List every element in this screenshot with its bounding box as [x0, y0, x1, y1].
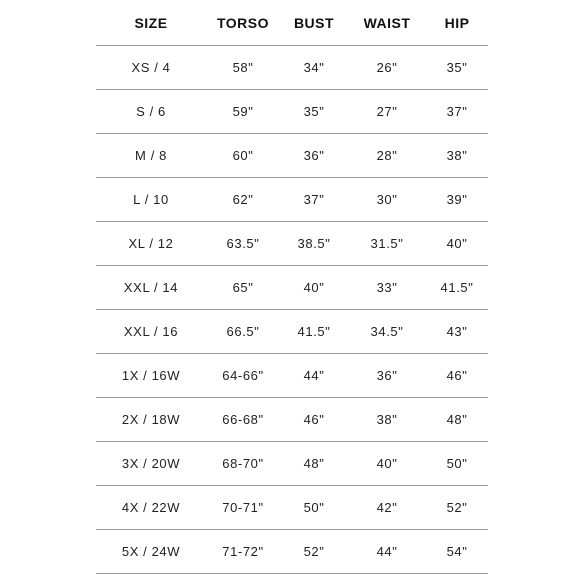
cell-bust: 35": [303, 104, 325, 119]
cell-hip: 38": [446, 148, 468, 163]
cell-waist: 31.5": [370, 236, 404, 251]
cell-bust: 48": [303, 456, 325, 471]
header-size: SIZE: [134, 14, 168, 31]
cell-waist: 42": [376, 500, 398, 515]
cell-hip: 41.5": [440, 280, 474, 295]
cell-hip: 48": [446, 412, 468, 427]
cell-size: 4X / 22W: [121, 500, 181, 515]
cell-size: XL / 12: [128, 236, 174, 251]
cell-size: XS / 4: [131, 60, 171, 75]
cell-waist: 28": [376, 148, 398, 163]
table-body: [96, 46, 488, 574]
cell-hip: 43": [446, 324, 468, 339]
cell-torso: 65": [232, 280, 254, 295]
table-row: [96, 90, 488, 134]
cell-bust: 46": [303, 412, 325, 427]
cell-hip: 40": [446, 236, 468, 251]
cell-waist: 38": [376, 412, 398, 427]
table-row: [96, 266, 488, 310]
cell-waist: 34.5": [370, 324, 404, 339]
cell-size: 1X / 16W: [121, 368, 181, 383]
cell-bust: 38.5": [297, 236, 331, 251]
cell-size: L / 10: [133, 192, 169, 207]
cell-hip: 54": [446, 544, 468, 559]
cell-torso: 58": [232, 60, 254, 75]
table-row: [96, 178, 488, 222]
cell-waist: 36": [376, 368, 398, 383]
cell-hip: 52": [446, 500, 468, 515]
cell-hip: 46": [446, 368, 468, 383]
table-row: [96, 310, 488, 354]
table-row: [96, 398, 488, 442]
cell-bust: 50": [303, 500, 325, 515]
table-row: [96, 354, 488, 398]
cell-hip: 39": [446, 192, 468, 207]
cell-torso: 66.5": [226, 324, 260, 339]
cell-torso: 62": [232, 192, 254, 207]
cell-bust: 34": [303, 60, 325, 75]
cell-bust: 36": [303, 148, 325, 163]
table-header-row: [96, 0, 488, 46]
cell-hip: 37": [446, 104, 468, 119]
size-chart-table: [96, 0, 488, 574]
cell-size: M / 8: [135, 148, 167, 163]
table-row: [96, 442, 488, 486]
cell-waist: 33": [376, 280, 398, 295]
cell-bust: 52": [303, 544, 325, 559]
cell-waist: 27": [376, 104, 398, 119]
cell-waist: 44": [376, 544, 398, 559]
cell-torso: 60": [232, 148, 254, 163]
cell-bust: 40": [303, 280, 325, 295]
cell-torso: 68-70": [222, 456, 264, 471]
cell-size: S / 6: [136, 104, 166, 119]
cell-size: XXL / 16: [123, 324, 179, 339]
header-waist: WAIST: [363, 14, 411, 31]
cell-torso: 63.5": [226, 236, 260, 251]
cell-torso: 59": [232, 104, 254, 119]
cell-waist: 30": [376, 192, 398, 207]
cell-bust: 37": [303, 192, 325, 207]
cell-size: XXL / 14: [123, 280, 179, 295]
cell-size: 2X / 18W: [121, 412, 181, 427]
header-torso: TORSO: [216, 14, 270, 31]
cell-hip: 35": [446, 60, 468, 75]
cell-torso: 66-68": [222, 412, 264, 427]
cell-size: 5X / 24W: [121, 544, 181, 559]
table-row: [96, 134, 488, 178]
cell-size: 3X / 20W: [121, 456, 181, 471]
table-row: [96, 486, 488, 530]
cell-bust: 44": [303, 368, 325, 383]
header-bust: BUST: [293, 14, 335, 31]
cell-waist: 40": [376, 456, 398, 471]
table-row: [96, 222, 488, 266]
cell-torso: 70-71": [222, 500, 264, 515]
table-row: [96, 46, 488, 90]
cell-torso: 64-66": [222, 368, 264, 383]
table-row: [96, 530, 488, 574]
cell-bust: 41.5": [297, 324, 331, 339]
cell-waist: 26": [376, 60, 398, 75]
cell-hip: 50": [446, 456, 468, 471]
header-hip: HIP: [444, 14, 470, 31]
cell-torso: 71-72": [222, 544, 264, 559]
